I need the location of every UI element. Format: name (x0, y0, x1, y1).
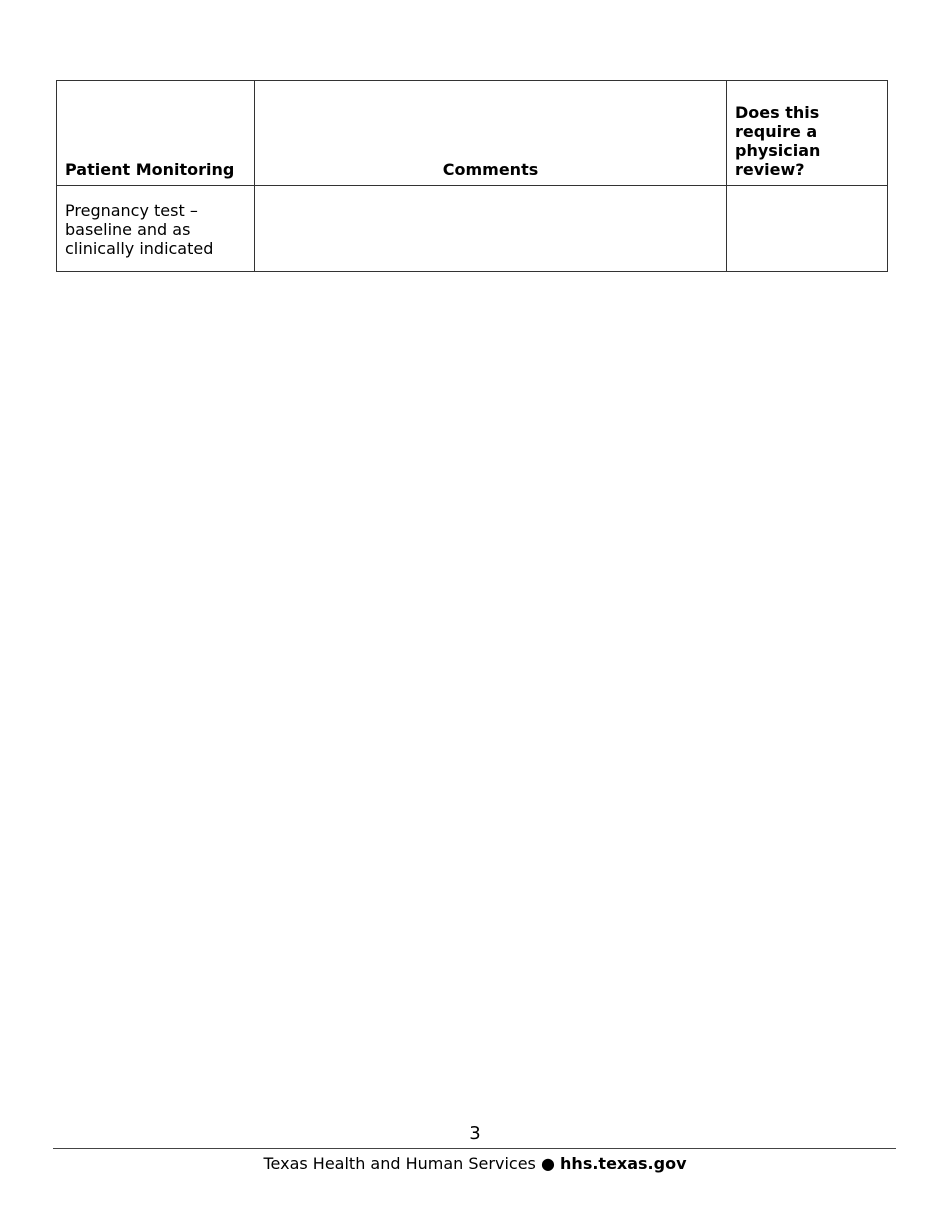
header-physician-review (727, 81, 888, 186)
monitoring-item-line: Pregnancy test – (65, 201, 198, 220)
footer-website: hhs.texas.gov (560, 1154, 687, 1173)
header-review-line: physician (735, 141, 821, 160)
header-comments: Comments (255, 81, 727, 186)
header-review-line: require a (735, 122, 818, 141)
header-review-line: review? (735, 160, 805, 179)
monitoring-table (56, 80, 888, 272)
table-row (57, 186, 888, 272)
monitoring-item-line: baseline and as (65, 220, 191, 239)
table-header-row (57, 81, 888, 186)
footer-divider (53, 1148, 896, 1149)
cell-monitoring-item (57, 186, 255, 272)
footer-bullet-icon: ● (540, 1154, 555, 1173)
header-patient-monitoring: Patient Monitoring (57, 81, 255, 186)
cell-comments[interactable] (255, 186, 727, 272)
cell-physician-review[interactable] (727, 186, 888, 272)
page-footer (0, 1154, 950, 1174)
monitoring-item-line: clinically indicated (65, 239, 214, 258)
footer-organization: Texas Health and Human Services (263, 1154, 536, 1173)
header-review-line: Does this (735, 103, 820, 122)
page-number: 3 (469, 1123, 481, 1144)
